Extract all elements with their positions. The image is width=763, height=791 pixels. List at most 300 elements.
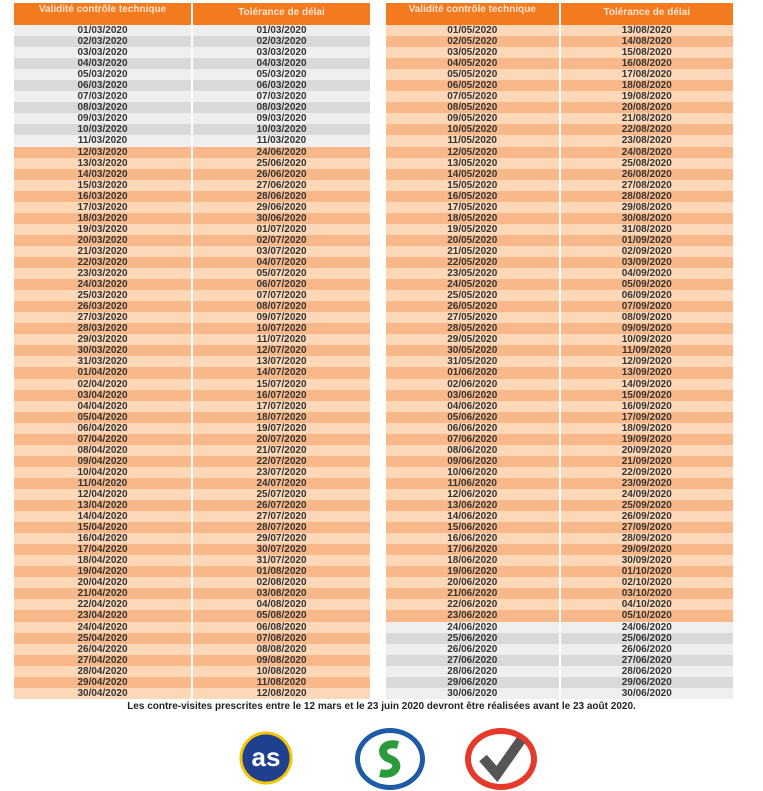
table-row — [386, 622, 733, 633]
validity-cell: 25/05/2020 — [447, 290, 498, 302]
right-date-table — [386, 3, 733, 699]
table-row — [14, 80, 370, 91]
validity-cell: 26/04/2020 — [77, 643, 128, 655]
table-row — [386, 102, 733, 113]
tolerance-cell: 25/06/2020 — [191, 158, 370, 169]
tolerance-cell: 30/07/2020 — [191, 544, 370, 555]
tolerance-cell: 20/07/2020 — [191, 434, 370, 445]
tolerance-cell: 25/08/2020 — [559, 158, 734, 169]
table-row — [14, 169, 370, 180]
validity-cell: 13/03/2020 — [77, 157, 128, 169]
table-row — [386, 511, 733, 522]
table-row — [386, 191, 733, 202]
tolerance-cell: 17/07/2020 — [191, 401, 370, 412]
validity-cell: 19/03/2020 — [77, 223, 128, 235]
validity-cell: 08/06/2020 — [447, 444, 498, 456]
tolerance-cell: 04/10/2020 — [559, 599, 734, 610]
validity-cell: 09/06/2020 — [447, 455, 498, 467]
tolerance-cell: 30/08/2020 — [559, 213, 734, 224]
tolerance-cell: 26/07/2020 — [191, 500, 370, 511]
table-row — [14, 113, 370, 124]
table-header — [386, 3, 733, 25]
tolerance-cell: 18/09/2020 — [559, 423, 734, 434]
tolerance-cell: 03/08/2020 — [191, 588, 370, 599]
table-row — [386, 147, 733, 158]
tolerance-cell: 15/09/2020 — [559, 390, 734, 401]
tolerance-cell: 04/09/2020 — [559, 268, 734, 279]
table-row — [14, 456, 370, 467]
validity-cell: 09/03/2020 — [77, 113, 128, 125]
validity-cell: 12/03/2020 — [77, 146, 128, 158]
tolerance-cell: 19/09/2020 — [559, 434, 734, 445]
table-row — [14, 577, 370, 588]
validity-cell: 11/04/2020 — [77, 477, 128, 489]
validity-cell: 24/06/2020 — [447, 621, 498, 633]
table-row — [386, 301, 733, 312]
validity-cell: 30/06/2020 — [447, 687, 498, 699]
tolerance-cell: 14/07/2020 — [191, 367, 370, 378]
table-row — [14, 401, 370, 412]
tolerance-cell: 02/09/2020 — [559, 246, 734, 257]
footnote: Les contre-visites prescrites entre le 12 mars et le 23 juin 2020 devront être réalisées avant le 23 août 2020. — [127, 701, 636, 712]
table-row — [14, 633, 370, 644]
table-row — [14, 566, 370, 577]
tolerance-cell: 27/07/2020 — [191, 511, 370, 522]
tolerance-cell: 24/08/2020 — [559, 147, 734, 158]
validity-cell: 20/03/2020 — [77, 234, 128, 246]
validity-cell: 04/03/2020 — [77, 58, 128, 70]
table-row — [386, 423, 733, 434]
table-row — [14, 279, 370, 290]
tolerance-cell: 26/06/2020 — [191, 169, 370, 180]
validity-cell: 05/03/2020 — [77, 69, 128, 81]
tolerance-cell: 11/07/2020 — [191, 334, 370, 345]
table-row — [386, 180, 733, 191]
validity-cell: 03/05/2020 — [447, 47, 498, 59]
tolerance-cell: 29/08/2020 — [559, 202, 734, 213]
tolerance-cell: 12/07/2020 — [191, 345, 370, 356]
header-tolerance: Tolérance de délai — [191, 3, 370, 25]
tolerance-cell: 22/08/2020 — [559, 124, 734, 135]
table-row — [386, 655, 733, 666]
validity-cell: 19/04/2020 — [77, 566, 128, 578]
validity-cell: 25/04/2020 — [77, 632, 128, 644]
table-row — [386, 334, 733, 345]
table-row — [14, 345, 370, 356]
validity-cell: 26/06/2020 — [447, 643, 498, 655]
table-row — [386, 390, 733, 401]
validity-cell: 26/03/2020 — [77, 301, 128, 313]
table-row — [14, 268, 370, 279]
validity-cell: 20/06/2020 — [447, 577, 498, 589]
table-row — [386, 412, 733, 423]
tolerance-cell: 02/10/2020 — [559, 577, 734, 588]
tolerance-cell: 08/09/2020 — [559, 312, 734, 323]
table-row — [14, 312, 370, 323]
validity-cell: 03/06/2020 — [447, 389, 498, 401]
tolerance-cell: 23/07/2020 — [191, 467, 370, 478]
validity-cell: 29/06/2020 — [447, 676, 498, 688]
tolerance-cell: 09/08/2020 — [191, 655, 370, 666]
validity-cell: 04/05/2020 — [447, 58, 498, 70]
validity-cell: 23/05/2020 — [447, 268, 498, 280]
validity-cell: 11/05/2020 — [447, 135, 497, 147]
tolerance-cell: 10/08/2020 — [191, 666, 370, 677]
validity-cell: 07/05/2020 — [447, 91, 498, 103]
tolerance-cell: 28/08/2020 — [559, 191, 734, 202]
table-row — [386, 36, 733, 47]
tolerance-cell: 12/08/2020 — [191, 688, 370, 699]
table-header — [14, 3, 370, 25]
validity-cell: 27/05/2020 — [447, 312, 498, 324]
s-emblem-icon — [360, 733, 420, 785]
validity-cell: 21/05/2020 — [447, 245, 498, 257]
validity-cell: 28/05/2020 — [447, 323, 498, 335]
tolerance-cell: 20/08/2020 — [559, 102, 734, 113]
validity-cell: 14/03/2020 — [77, 168, 128, 180]
validity-cell: 21/03/2020 — [77, 245, 128, 257]
table-row — [386, 169, 733, 180]
table-row — [14, 356, 370, 367]
tolerance-cell: 26/06/2020 — [559, 644, 734, 655]
validity-cell: 11/03/2020 — [77, 135, 128, 147]
table-row — [386, 124, 733, 135]
tolerance-cell: 09/07/2020 — [191, 312, 370, 323]
validity-cell: 12/04/2020 — [77, 488, 128, 500]
header-validity: Validité contrôle technique — [38, 4, 167, 15]
table-row — [386, 688, 733, 699]
table-row — [386, 500, 733, 511]
tolerance-cell: 25/06/2020 — [559, 633, 734, 644]
tolerance-cell: 25/07/2020 — [191, 489, 370, 500]
validity-cell: 01/05/2020 — [447, 25, 498, 36]
tolerance-cell: 24/06/2020 — [559, 622, 734, 633]
validity-cell: 31/05/2020 — [447, 356, 498, 368]
table-row — [386, 91, 733, 102]
table-row — [14, 622, 370, 633]
tolerance-cell: 05/09/2020 — [559, 279, 734, 290]
table-row — [386, 456, 733, 467]
table-row — [14, 599, 370, 610]
tolerance-cell: 05/03/2020 — [191, 69, 370, 80]
tolerance-cell: 30/06/2020 — [191, 213, 370, 224]
table-row — [14, 423, 370, 434]
tolerance-cell: 12/09/2020 — [559, 356, 734, 367]
table-row — [14, 467, 370, 478]
table-row — [14, 644, 370, 655]
table-row — [386, 279, 733, 290]
table-row — [386, 577, 733, 588]
tolerance-cell: 20/09/2020 — [559, 445, 734, 456]
tolerance-cell: 30/06/2020 — [559, 688, 734, 699]
validity-cell: 27/06/2020 — [447, 654, 498, 666]
validity-cell: 01/04/2020 — [77, 367, 128, 379]
tolerance-cell: 23/08/2020 — [559, 135, 734, 146]
tolerance-cell: 10/09/2020 — [559, 334, 734, 345]
validity-cell: 07/06/2020 — [447, 433, 498, 445]
validity-cell: 06/04/2020 — [77, 422, 128, 434]
table-row — [386, 345, 733, 356]
validity-cell: 28/04/2020 — [77, 665, 128, 677]
validity-cell: 31/03/2020 — [77, 356, 128, 368]
validity-cell: 13/05/2020 — [447, 157, 498, 169]
validity-cell: 16/04/2020 — [77, 533, 128, 545]
validity-cell: 16/06/2020 — [447, 533, 498, 545]
validity-cell: 21/04/2020 — [77, 588, 128, 600]
validity-cell: 23/06/2020 — [447, 610, 498, 622]
tolerance-cell: 27/08/2020 — [559, 180, 734, 191]
tolerance-cell: 13/08/2020 — [559, 25, 734, 36]
validity-cell: 17/05/2020 — [447, 201, 498, 213]
table-row — [14, 25, 370, 36]
tolerance-cell: 05/08/2020 — [191, 610, 370, 621]
validity-cell: 02/04/2020 — [77, 378, 128, 390]
tolerance-cell: 28/06/2020 — [191, 191, 370, 202]
table-row — [386, 246, 733, 257]
table-row — [386, 489, 733, 500]
tolerance-cell: 22/07/2020 — [191, 456, 370, 467]
tolerance-cell: 15/08/2020 — [559, 47, 734, 58]
controle-logo — [465, 728, 537, 790]
validity-cell: 19/05/2020 — [447, 223, 498, 235]
validity-cell: 18/03/2020 — [77, 212, 128, 224]
validity-cell: 16/03/2020 — [77, 190, 128, 202]
tolerance-cell: 11/09/2020 — [559, 345, 734, 356]
validity-cell: 30/03/2020 — [77, 345, 128, 357]
table-row — [14, 367, 370, 378]
checkmark-icon — [471, 734, 531, 784]
validity-cell: 30/05/2020 — [447, 345, 498, 357]
table-row — [386, 202, 733, 213]
tolerance-cell: 25/09/2020 — [559, 500, 734, 511]
table-row — [14, 489, 370, 500]
table-row — [386, 478, 733, 489]
table-row — [386, 467, 733, 478]
table-row — [14, 257, 370, 268]
validity-cell: 19/06/2020 — [447, 566, 498, 578]
validity-cell: 24/04/2020 — [77, 621, 128, 633]
validity-cell: 27/03/2020 — [77, 312, 128, 324]
validity-cell: 10/06/2020 — [447, 466, 498, 478]
tolerance-cell: 17/09/2020 — [559, 412, 734, 423]
table-row — [386, 434, 733, 445]
validity-cell: 22/05/2020 — [447, 256, 498, 268]
table-row — [14, 445, 370, 456]
tolerance-cell: 28/06/2020 — [559, 666, 734, 677]
table-row — [14, 202, 370, 213]
tolerance-cell: 22/09/2020 — [559, 467, 734, 478]
validity-cell: 10/03/2020 — [77, 124, 128, 136]
tolerance-cell: 07/09/2020 — [559, 301, 734, 312]
validity-cell: 18/05/2020 — [447, 212, 498, 224]
tolerance-cell: 30/09/2020 — [559, 555, 734, 566]
table-row — [386, 58, 733, 69]
table-row — [14, 522, 370, 533]
autosecurite-logo — [236, 728, 296, 788]
table-row — [14, 180, 370, 191]
validity-cell: 04/04/2020 — [77, 400, 128, 412]
table-row — [14, 36, 370, 47]
validity-cell: 14/05/2020 — [447, 168, 498, 180]
tolerance-cell: 19/07/2020 — [191, 423, 370, 434]
validity-cell: 10/05/2020 — [447, 124, 498, 136]
table-row — [386, 555, 733, 566]
tolerance-cell: 01/10/2020 — [559, 566, 734, 577]
tolerance-cell: 04/07/2020 — [191, 257, 370, 268]
tolerance-cell: 16/08/2020 — [559, 58, 734, 69]
table-row — [386, 379, 733, 390]
validity-cell: 10/04/2020 — [77, 466, 128, 478]
table-row — [386, 566, 733, 577]
logo-text: as — [251, 742, 281, 772]
tolerance-cell: 27/06/2020 — [191, 180, 370, 191]
table-row — [386, 312, 733, 323]
validity-cell: 15/03/2020 — [77, 179, 128, 191]
table-row — [14, 655, 370, 666]
table-row — [14, 102, 370, 113]
table-row — [386, 80, 733, 91]
validity-cell: 15/06/2020 — [447, 522, 498, 534]
tolerance-cell: 07/07/2020 — [191, 290, 370, 301]
table-row — [386, 633, 733, 644]
validity-cell: 14/06/2020 — [447, 511, 498, 523]
validity-cell: 16/05/2020 — [447, 190, 498, 202]
validity-cell: 02/06/2020 — [447, 378, 498, 390]
table-row — [14, 224, 370, 235]
header-validity: Validité contrôle technique — [408, 4, 536, 15]
validity-cell: 02/05/2020 — [447, 36, 498, 48]
tolerance-cell: 21/09/2020 — [559, 456, 734, 467]
table-row — [14, 58, 370, 69]
table-row — [386, 158, 733, 169]
table-row — [386, 677, 733, 688]
table-row — [386, 235, 733, 246]
tolerance-cell: 09/03/2020 — [191, 113, 370, 124]
validity-cell: 09/05/2020 — [447, 113, 498, 125]
tolerance-cell: 01/07/2020 — [191, 224, 370, 235]
validity-cell: 05/04/2020 — [77, 411, 128, 423]
table-row — [14, 135, 370, 146]
validity-cell: 20/05/2020 — [447, 234, 498, 246]
tolerance-cell: 26/08/2020 — [559, 169, 734, 180]
tolerance-cell: 27/09/2020 — [559, 522, 734, 533]
table-row — [386, 599, 733, 610]
tolerance-cell: 08/08/2020 — [191, 644, 370, 655]
table-body — [386, 25, 733, 699]
tolerance-cell: 01/09/2020 — [559, 235, 734, 246]
table-row — [14, 246, 370, 257]
table-row — [386, 69, 733, 80]
table-row — [14, 158, 370, 169]
tolerance-cell: 16/09/2020 — [559, 401, 734, 412]
table-row — [386, 401, 733, 412]
securitest-logo — [355, 728, 425, 790]
validity-cell: 15/05/2020 — [447, 179, 498, 191]
table-row — [386, 367, 733, 378]
tolerance-cell: 08/03/2020 — [191, 102, 370, 113]
validity-cell: 22/04/2020 — [77, 599, 128, 611]
validity-cell: 29/03/2020 — [77, 334, 128, 346]
tolerance-cell: 06/09/2020 — [559, 290, 734, 301]
tolerance-cell: 18/07/2020 — [191, 412, 370, 423]
table-row — [386, 47, 733, 58]
tolerance-cell: 23/09/2020 — [559, 478, 734, 489]
validity-cell: 05/05/2020 — [447, 69, 498, 81]
table-row — [386, 644, 733, 655]
table-row — [14, 69, 370, 80]
table-row — [14, 478, 370, 489]
table-row — [386, 544, 733, 555]
tolerance-cell: 04/03/2020 — [191, 58, 370, 69]
validity-cell: 08/05/2020 — [447, 102, 498, 114]
validity-cell: 09/04/2020 — [77, 455, 128, 467]
tolerance-cell: 03/10/2020 — [559, 588, 734, 599]
validity-cell: 24/05/2020 — [447, 279, 498, 291]
validity-cell: 28/06/2020 — [447, 665, 498, 677]
table-row — [386, 224, 733, 235]
tolerance-cell: 27/06/2020 — [559, 655, 734, 666]
tolerance-cell: 16/07/2020 — [191, 390, 370, 401]
validity-cell: 21/06/2020 — [447, 588, 498, 600]
table-row — [386, 588, 733, 599]
table-row — [14, 390, 370, 401]
validity-cell: 15/04/2020 — [77, 522, 128, 534]
table-row — [14, 677, 370, 688]
table-body — [14, 25, 370, 699]
table-row — [14, 588, 370, 599]
validity-cell: 17/04/2020 — [77, 544, 128, 556]
tolerance-cell: 10/03/2020 — [191, 124, 370, 135]
tolerance-cell: 13/07/2020 — [191, 356, 370, 367]
validity-cell: 22/03/2020 — [77, 256, 128, 268]
tolerance-cell: 31/08/2020 — [559, 224, 734, 235]
table-row — [386, 610, 733, 621]
tolerance-cell: 07/03/2020 — [191, 91, 370, 102]
validity-cell: 29/04/2020 — [77, 676, 128, 688]
table-row — [14, 235, 370, 246]
validity-cell: 18/04/2020 — [77, 555, 128, 567]
validity-cell: 05/06/2020 — [447, 411, 498, 423]
table-row — [14, 434, 370, 445]
validity-cell: 08/03/2020 — [77, 102, 128, 114]
tolerance-cell: 31/07/2020 — [191, 555, 370, 566]
validity-cell: 01/06/2020 — [447, 367, 498, 379]
validity-cell: 28/03/2020 — [77, 323, 128, 335]
validity-cell: 26/05/2020 — [447, 301, 498, 313]
validity-cell: 24/03/2020 — [77, 279, 128, 291]
table-row — [386, 257, 733, 268]
tolerance-cell: 14/08/2020 — [559, 36, 734, 47]
tolerance-cell: 03/03/2020 — [191, 47, 370, 58]
validity-cell: 17/06/2020 — [447, 544, 498, 556]
table-row — [14, 555, 370, 566]
table-row — [14, 91, 370, 102]
tolerance-cell: 19/08/2020 — [559, 91, 734, 102]
tolerance-cell: 21/08/2020 — [559, 113, 734, 124]
table-row — [14, 323, 370, 334]
tolerance-cell: 06/03/2020 — [191, 80, 370, 91]
tolerance-cell: 28/07/2020 — [191, 522, 370, 533]
tolerance-cell: 01/03/2020 — [191, 25, 370, 36]
tolerance-cell: 10/07/2020 — [191, 323, 370, 334]
table-row — [14, 147, 370, 158]
tolerance-cell: 13/09/2020 — [559, 367, 734, 378]
tolerance-cell: 06/07/2020 — [191, 279, 370, 290]
tolerance-cell: 02/03/2020 — [191, 36, 370, 47]
table-row — [14, 47, 370, 58]
tolerance-cell: 15/07/2020 — [191, 379, 370, 390]
tolerance-cell: 24/06/2020 — [191, 147, 370, 158]
